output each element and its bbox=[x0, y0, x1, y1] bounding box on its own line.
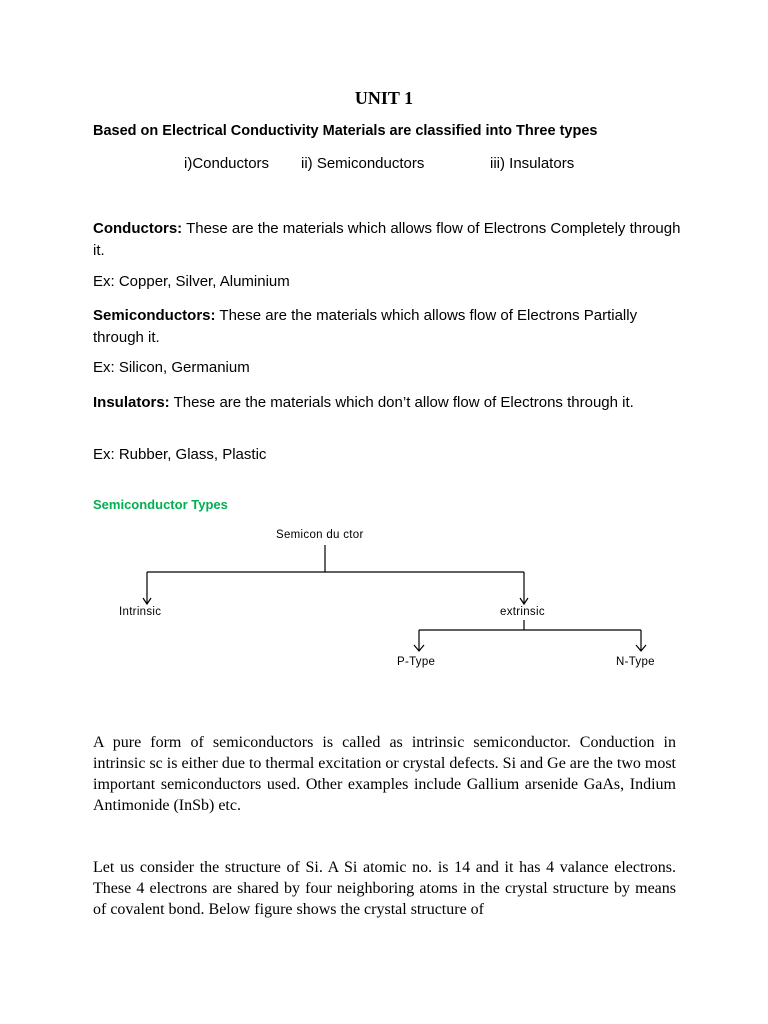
p-type-arrow bbox=[414, 645, 424, 651]
section-title: Semiconductor Types bbox=[93, 497, 228, 512]
conductors-example: Ex: Copper, Silver, Aluminium bbox=[93, 273, 290, 290]
semiconductors-term: Semiconductors: bbox=[93, 307, 216, 324]
tree-intrinsic-label: Intrinsic bbox=[119, 606, 162, 618]
page-title: UNIT 1 bbox=[354, 88, 414, 108]
n-type-arrow bbox=[636, 645, 646, 651]
insulators-example: Ex: Rubber, Glass, Plastic bbox=[93, 446, 267, 463]
semiconductors-definition bbox=[93, 305, 683, 348]
intrinsic-paragraph: A pure form of semiconductors is called as intrinsic semiconductor. Conduction in intrinsic sc is either due to thermal excitation or crystal defects. Si and Ge are the two most important semiconductors used. Other examples include Gallium arsenide GaAs, Indium Antimonide (InSb) etc. bbox=[93, 734, 676, 814]
conductors-definition bbox=[93, 218, 683, 261]
semiconductors-example: Ex: Silicon, Germanium bbox=[93, 359, 250, 376]
type-insulators: iii) Insulators bbox=[490, 155, 575, 172]
conductors-term: Conductors: bbox=[93, 220, 183, 237]
tree-root-label: Semicon du ctor bbox=[276, 529, 364, 541]
silicon-structure-paragraph: Let us consider the structure of Si. A Si atomic no. is 14 and it has 4 valance electrons. These 4 electrons are shared by four neighboring atoms in the crystal structure by means of covalent bond. Below figure shows the crystal structure of bbox=[93, 859, 676, 918]
semiconductors-text: These are the materials which allows flow of Electrons Partially through it. bbox=[93, 307, 638, 346]
tree-extrinsic-label: extrinsic bbox=[500, 606, 545, 618]
tree-n-type-label: N-Type bbox=[616, 656, 655, 668]
conductors-text: These are the materials which allows flow of Electrons Completely through it. bbox=[93, 220, 681, 259]
type-semiconductors: ii) Semiconductors bbox=[301, 155, 425, 172]
intrinsic-arrow bbox=[143, 598, 151, 604]
type-conductors: i)Conductors bbox=[184, 155, 270, 172]
insulators-term: Insulators: bbox=[93, 394, 170, 411]
tree-p-type-label: P-Type bbox=[397, 656, 436, 668]
classification-heading: Based on Electrical Conductivity Materials are classified into Three types bbox=[93, 123, 598, 139]
insulators-definition bbox=[93, 392, 683, 414]
extrinsic-arrow bbox=[520, 598, 528, 604]
insulators-text: These are the materials which don’t allow flow of Electrons through it. bbox=[169, 394, 634, 411]
